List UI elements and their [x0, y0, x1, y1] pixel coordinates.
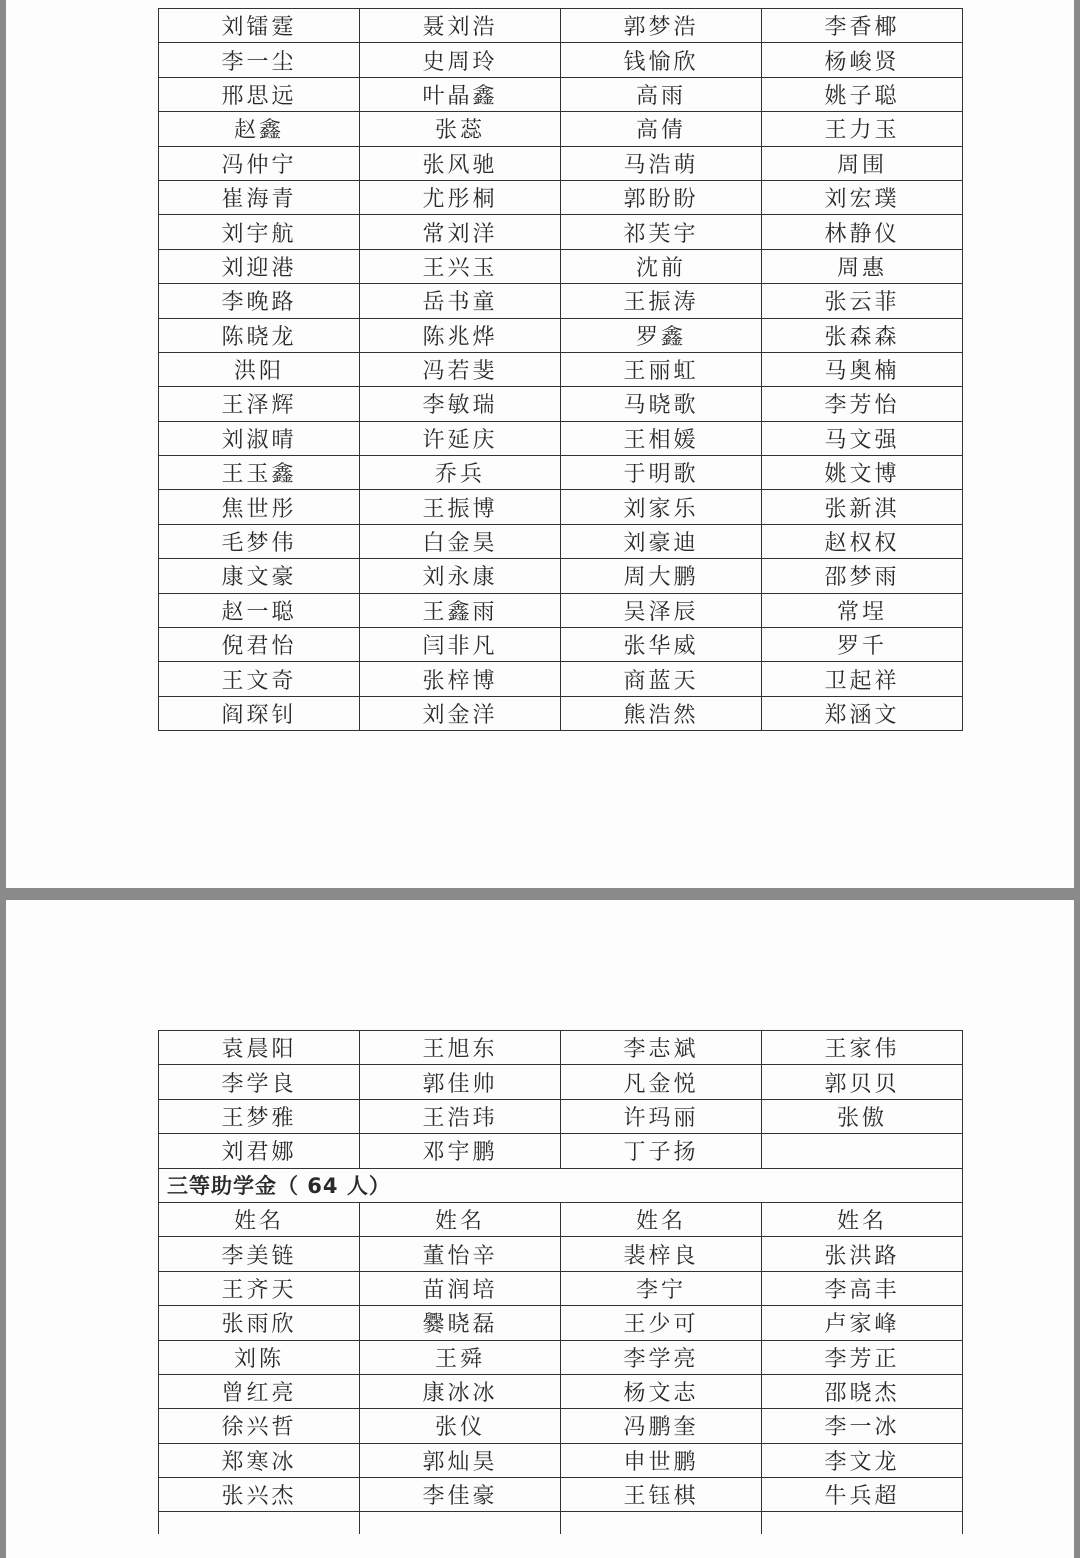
name-cell: 凡金悦	[561, 1065, 762, 1099]
name-cell: 董怡辛	[360, 1237, 561, 1271]
name-cell: 周惠	[762, 249, 963, 283]
section-heading: 三等助学金（ 64 人）	[159, 1168, 963, 1202]
table-row	[159, 249, 963, 283]
name-cell: 张雨欣	[159, 1306, 360, 1340]
name-cell: 许玛丽	[561, 1099, 762, 1133]
name-cell: 牛兵超	[762, 1478, 963, 1512]
name-cell: 聂刘浩	[360, 9, 561, 43]
name-cell: 卢家峰	[762, 1306, 963, 1340]
table-header-row	[159, 1202, 963, 1236]
name-cell: 熊浩然	[561, 696, 762, 730]
name-cell: 王玉鑫	[159, 456, 360, 490]
table-row	[159, 1478, 963, 1512]
name-cell: 许延庆	[360, 421, 561, 455]
table-row	[159, 1374, 963, 1408]
table-row	[159, 696, 963, 730]
name-cell: 李敏瑞	[360, 387, 561, 421]
name-cell: 常埕	[762, 593, 963, 627]
table-row	[159, 1409, 963, 1443]
name-cell: 张新淇	[762, 490, 963, 524]
name-cell: 丁子扬	[561, 1134, 762, 1168]
table-row	[159, 112, 963, 146]
name-cell: 张梓博	[360, 662, 561, 696]
name-cell: 王丽虹	[561, 352, 762, 386]
name-cell: 郭佳帅	[360, 1065, 561, 1099]
name-cell: 王少可	[561, 1306, 762, 1340]
name-cell: 刘宏璞	[762, 180, 963, 214]
document-page-2	[6, 900, 1074, 1558]
document-page-1	[6, 0, 1074, 888]
table-row	[159, 524, 963, 558]
name-cell: 冯仲宁	[159, 146, 360, 180]
name-cell: 郭盼盼	[561, 180, 762, 214]
name-cell: 杨峻贤	[762, 43, 963, 77]
table-row	[159, 1237, 963, 1271]
name-cell: 冯鹏奎	[561, 1409, 762, 1443]
name-cell: 张傲	[762, 1099, 963, 1133]
name-cell: 曾红亮	[159, 1374, 360, 1408]
name-cell: 陈晓龙	[159, 318, 360, 352]
name-cell: 王力玉	[762, 112, 963, 146]
name-cell: 王舜	[360, 1340, 561, 1374]
table-row	[159, 456, 963, 490]
name-cell	[561, 1512, 762, 1535]
name-cell: 王文奇	[159, 662, 360, 696]
name-cell: 常刘洋	[360, 215, 561, 249]
name-cell: 李文龙	[762, 1443, 963, 1477]
name-cell: 王泽辉	[159, 387, 360, 421]
name-cell: 马晓歌	[561, 387, 762, 421]
name-cell: 邢思远	[159, 77, 360, 111]
name-cell: 白金昊	[360, 524, 561, 558]
table-row	[159, 318, 963, 352]
name-cell: 张仪	[360, 1409, 561, 1443]
name-cell: 罗千	[762, 628, 963, 662]
name-cell: 张森森	[762, 318, 963, 352]
table-row	[159, 1443, 963, 1477]
name-cell: 刘永康	[360, 559, 561, 593]
name-cell: 史周玲	[360, 43, 561, 77]
name-cell: 郭灿昊	[360, 1443, 561, 1477]
name-cell: 苗润培	[360, 1271, 561, 1305]
name-cell: 杨文志	[561, 1374, 762, 1408]
name-cell: 姚子聪	[762, 77, 963, 111]
name-cell: 李芳怡	[762, 387, 963, 421]
names-table-page-2	[158, 1030, 963, 1534]
name-cell: 焦世彤	[159, 490, 360, 524]
table-row	[159, 593, 963, 627]
name-cell: 李晚路	[159, 284, 360, 318]
table-row	[159, 43, 963, 77]
name-cell: 周围	[762, 146, 963, 180]
name-cell: 刘宇航	[159, 215, 360, 249]
name-cell: 王齐天	[159, 1271, 360, 1305]
name-cell: 阎琛钊	[159, 696, 360, 730]
name-cell: 徐兴哲	[159, 1409, 360, 1443]
name-cell: 李芳正	[762, 1340, 963, 1374]
name-cell: 王旭东	[360, 1031, 561, 1065]
name-cell: 张洪路	[762, 1237, 963, 1271]
table-row	[159, 559, 963, 593]
name-cell: 姓名	[762, 1202, 963, 1236]
name-cell: 王兴玉	[360, 249, 561, 283]
name-cell: 于明歌	[561, 456, 762, 490]
table-row	[159, 284, 963, 318]
name-cell: 姓名	[159, 1202, 360, 1236]
name-cell: 赵一聪	[159, 593, 360, 627]
table-row	[159, 1306, 963, 1340]
name-cell: 张风驰	[360, 146, 561, 180]
name-cell: 王振涛	[561, 284, 762, 318]
name-cell: 王家伟	[762, 1031, 963, 1065]
name-cell: 康文豪	[159, 559, 360, 593]
table-row	[159, 1340, 963, 1374]
name-cell	[360, 1512, 561, 1535]
table-row	[159, 628, 963, 662]
name-cell: 乔兵	[360, 456, 561, 490]
name-cell: 刘陈	[159, 1340, 360, 1374]
name-cell: 刘淑晴	[159, 421, 360, 455]
name-cell: 王鑫雨	[360, 593, 561, 627]
table-row	[159, 215, 963, 249]
table-row	[159, 490, 963, 524]
table-row-cutoff	[159, 1512, 963, 1535]
name-cell: 刘豪迪	[561, 524, 762, 558]
name-cell: 李香椰	[762, 9, 963, 43]
name-cell: 姚文博	[762, 456, 963, 490]
name-cell: 崔海青	[159, 180, 360, 214]
name-cell: 郑寒冰	[159, 1443, 360, 1477]
name-cell: 张云菲	[762, 284, 963, 318]
name-cell: 马浩萌	[561, 146, 762, 180]
name-cell: 尤彤桐	[360, 180, 561, 214]
name-cell: 陈兆烨	[360, 318, 561, 352]
name-cell: 爨晓磊	[360, 1306, 561, 1340]
name-cell: 叶晶鑫	[360, 77, 561, 111]
name-cell: 李一尘	[159, 43, 360, 77]
name-cell: 邵晓杰	[762, 1374, 963, 1408]
name-cell: 姓名	[360, 1202, 561, 1236]
table-row	[159, 1065, 963, 1099]
name-cell: 钱愉欣	[561, 43, 762, 77]
name-cell: 周大鹏	[561, 559, 762, 593]
name-cell: 王浩玮	[360, 1099, 561, 1133]
name-cell: 王梦雅	[159, 1099, 360, 1133]
names-table-page-1	[158, 8, 963, 731]
name-cell: 商蓝天	[561, 662, 762, 696]
table-row	[159, 9, 963, 43]
name-cell: 李佳豪	[360, 1478, 561, 1512]
name-cell: 祁芙宇	[561, 215, 762, 249]
name-cell: 赵鑫	[159, 112, 360, 146]
name-cell: 岳书童	[360, 284, 561, 318]
name-cell: 高雨	[561, 77, 762, 111]
name-cell: 李宁	[561, 1271, 762, 1305]
name-cell: 王钰棋	[561, 1478, 762, 1512]
name-cell: 袁晨阳	[159, 1031, 360, 1065]
name-cell: 李美链	[159, 1237, 360, 1271]
name-cell: 郑涵文	[762, 696, 963, 730]
name-cell: 冯若斐	[360, 352, 561, 386]
name-cell: 康冰冰	[360, 1374, 561, 1408]
name-cell: 申世鹏	[561, 1443, 762, 1477]
name-cell: 刘镭霆	[159, 9, 360, 43]
name-cell: 张蕊	[360, 112, 561, 146]
name-cell: 罗鑫	[561, 318, 762, 352]
table-row	[159, 77, 963, 111]
table-row	[159, 387, 963, 421]
name-cell: 郭贝贝	[762, 1065, 963, 1099]
name-cell: 马文强	[762, 421, 963, 455]
name-cell: 刘家乐	[561, 490, 762, 524]
name-cell: 王相媛	[561, 421, 762, 455]
name-cell: 邵梦雨	[762, 559, 963, 593]
section-heading-row	[159, 1168, 963, 1202]
name-cell	[159, 1512, 360, 1535]
name-cell: 刘迎港	[159, 249, 360, 283]
name-cell: 洪阳	[159, 352, 360, 386]
name-cell: 邓宇鹏	[360, 1134, 561, 1168]
name-cell: 林静仪	[762, 215, 963, 249]
name-cell: 闫非凡	[360, 628, 561, 662]
name-cell: 沈前	[561, 249, 762, 283]
table-row	[159, 1031, 963, 1065]
name-cell: 毛梦伟	[159, 524, 360, 558]
name-cell: 马奥楠	[762, 352, 963, 386]
name-cell: 姓名	[561, 1202, 762, 1236]
table-row	[159, 146, 963, 180]
name-cell: 裴梓良	[561, 1237, 762, 1271]
name-cell: 张兴杰	[159, 1478, 360, 1512]
table-row	[159, 1134, 963, 1168]
name-cell: 李学亮	[561, 1340, 762, 1374]
name-cell: 高倩	[561, 112, 762, 146]
name-cell: 吴泽辰	[561, 593, 762, 627]
name-cell: 倪君怡	[159, 628, 360, 662]
table-row	[159, 1271, 963, 1305]
name-cell: 张华威	[561, 628, 762, 662]
table-row	[159, 421, 963, 455]
table-row	[159, 1099, 963, 1133]
name-cell: 李学良	[159, 1065, 360, 1099]
table-row	[159, 180, 963, 214]
name-cell: 刘君娜	[159, 1134, 360, 1168]
name-cell: 王振博	[360, 490, 561, 524]
name-cell	[762, 1512, 963, 1535]
table-row	[159, 662, 963, 696]
name-cell: 卫起祥	[762, 662, 963, 696]
name-cell	[762, 1134, 963, 1168]
name-cell: 赵权权	[762, 524, 963, 558]
name-cell: 郭梦浩	[561, 9, 762, 43]
name-cell: 李一冰	[762, 1409, 963, 1443]
name-cell: 李志斌	[561, 1031, 762, 1065]
name-cell: 刘金洋	[360, 696, 561, 730]
name-cell: 李高丰	[762, 1271, 963, 1305]
table-row	[159, 352, 963, 386]
